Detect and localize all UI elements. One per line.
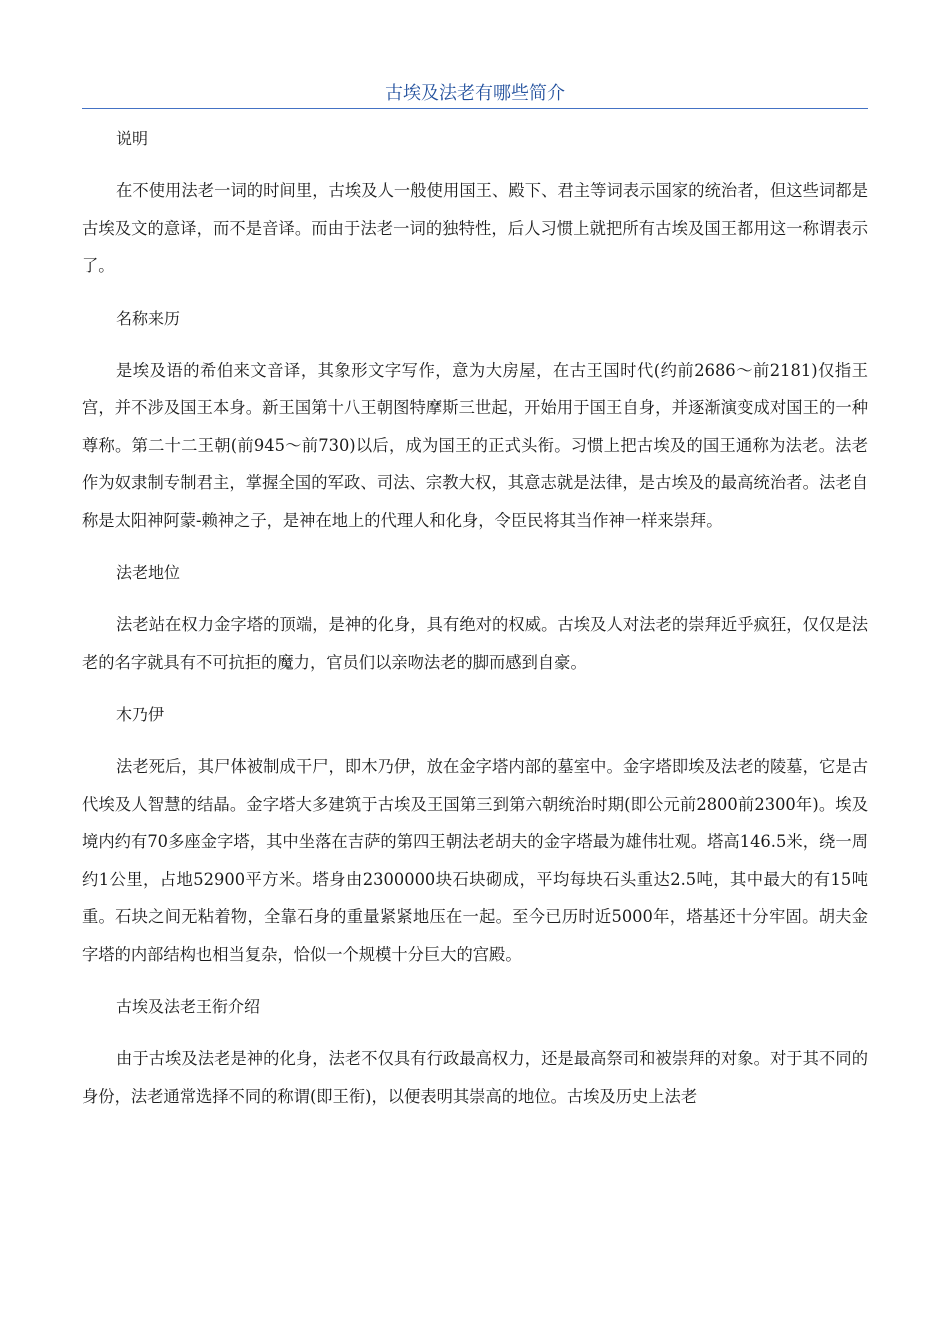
section-heading-mingcheng-laili: 名称来历 [116,308,181,328]
document-body [82,120,868,1130]
section-heading-munaiyi: 木乃伊 [116,705,165,724]
section-paragraph-wangxian: 由于古埃及法老是神的化身，法老不仅具有行政最高权力，还是最高祭司和被崇拜的对象。对于其不同的身份，法老通常选择不同的称谓(即王衔)，以便表明其崇高的地位。古埃及历史上法老 [82,1049,868,1106]
section-heading-wangxian: 古埃及法老王衔介绍 [116,997,261,1016]
section-paragraph-falao-diwei: 法老站在权力金字塔的顶端，是神的化身，具有绝对的权威。古埃及人对法老的崇拜近乎疯狂，仅仅是法老的名字就具有不可抗拒的魔力，官员们以亲吻法老的脚而感到自豪。 [82,615,868,672]
section-paragraph-munaiyi: 法老死后，其尸体被制成干尸，即木乃伊，放在金字塔内部的墓室中。金字塔即埃及法老的陵墓，它是古代埃及人智慧的结晶。金字塔大多建筑于古埃及王国第三到第六朝统治时期(即公元前2800前2300年)。埃及境内约有70多座金字塔，其中坐落在吉萨的第四王朝法老胡夫的金字塔最为雄伟壮观。塔高146.5米，绕一周约1公里，占地52900平方米。塔身由2300000块石块砌成，平均每块石头重达2.5吨，其中最大的有15吨重。石块之间无粘着物，全靠石身的重量紧紧地压在一起。至今已历时近5000年，塔基还十分牢固。胡夫金字塔的内部结构也相当复杂，恰似一个规模十分巨大的宫殿。 [82,757,868,964]
section-heading-falao-diwei: 法老地位 [116,563,181,582]
document-title: 古埃及法老有哪些简介 [385,83,565,104]
section-heading-shuoming: 说明 [116,129,149,148]
section-paragraph-mingcheng-laili: 是埃及语的希伯来文音译，其象形文字写作，意为大房屋，在古王国时代(约前2686～前2181)仅指王宫，并不涉及国王本身。新王国第十八王朝图特摩斯三世起，开始用于国王自身，并逐渐演变成对国王的一种尊称。第二十二王朝(前945～前730)以后，成为国王的正式头衔。习惯上把古埃及的国王通称为法老。法老作为奴隶制专制君主，掌握全国的军政、司法、宗教大权，其意志就是法律，是古埃及的最高统治者。法老自称是太阳神阿蒙-赖神之子，是神在地上的代理人和化身，令臣民将其当作神一样来崇拜。 [82,360,868,530]
title-divider [82,108,868,109]
section-paragraph-shuoming: 在不使用法老一词的时间里，古埃及人一般使用国王、殿下、君主等词表示国家的统治者，但这些词都是古埃及文的意译，而不是音译。而由于法老一词的独特性，后人习惯上就把所有古埃及国王都用这一称谓表示了。 [82,181,868,275]
